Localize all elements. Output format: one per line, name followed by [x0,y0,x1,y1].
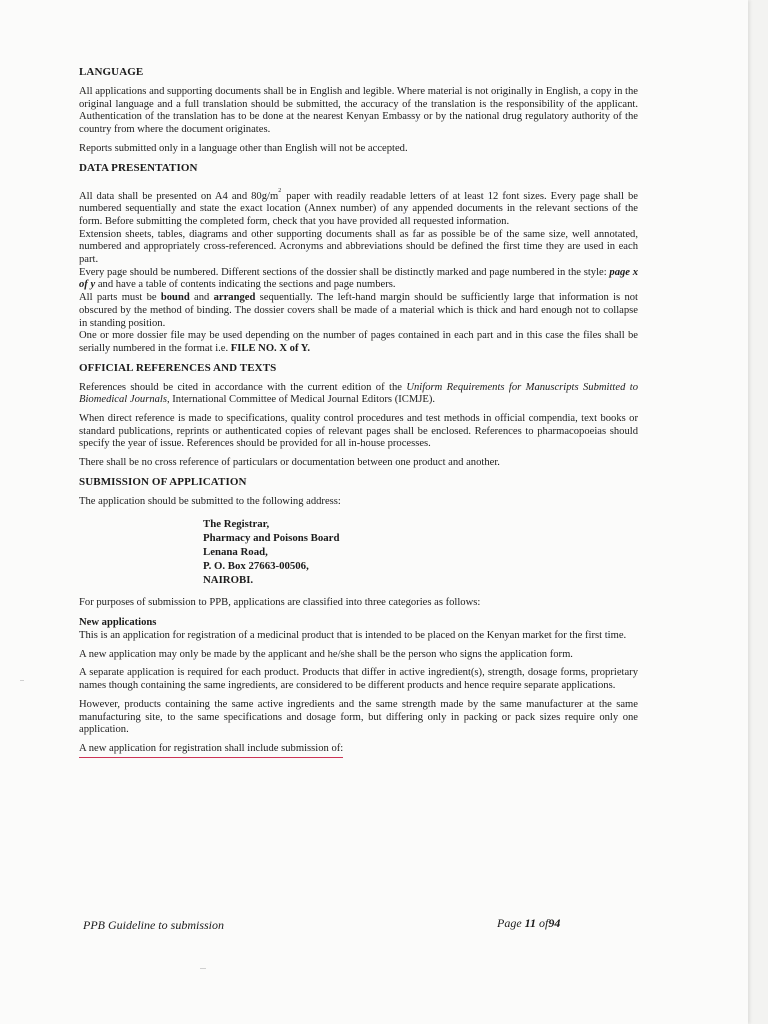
new-applications-subheading: New applications [79,617,157,629]
page-body [79,66,638,758]
data-presentation-paragraph-5 [79,330,638,355]
text-segment: and [189,292,214,304]
page-number [497,916,560,931]
submission-paragraph-3: This is an application for registration of a medicinal product that is intended to be placed on the Kenyan market for the first time. [79,629,627,641]
text-segment: All data shall be presented on A4 and 80g/m [79,190,279,202]
registrar-address [203,517,638,587]
text-segment: One or more dossier file may be used depending on the number of pages contained in each part and in this case the files shall be serially numbered in the format i.e. [79,330,638,354]
bold-text: FILE NO. X of Y. [230,342,311,354]
paper-speck [20,680,24,681]
emphasis-text: Uniform Requirements for Manuscripts Submitted to Biomedical Journals [79,381,638,406]
address-line: Lenana Road, [203,545,268,558]
data-presentation-paragraph-1 [79,185,638,229]
paper-speck [200,968,206,969]
page-prefix: Page [497,916,525,930]
text-segment: and have a table of contents indicating the sections and page numbers. [95,279,396,291]
address-line: NAIROBI. [203,573,254,586]
language-paragraph-1: All applications and supporting documents shall be in English and legible. Where material is not originally in English, a copy in the original language and a full translation should be submitted, the accuracy of the translation is the responsibility of the applicant. Authentication of the translation has to be done at the nearest Kenyan Embassy or by the national drug regulatory authority of the country from where the document originates. [79,86,638,136]
data-presentation-paragraph-2: Extension sheets, tables, diagrams and other supporting documents shall as far as possible be of the same size, well annotated, numbered and appropriately cross-referenced. Acronyms and abbreviations should be defined the first time they are used in each part. [79,228,638,266]
data-presentation-heading: DATA PRESENTATION [79,161,198,174]
submission-paragraph-5: A separate application is required for each product. Products that differ in active ingredient(s), strength, dosage forms, proprietary names though containing the same ingredients, are considered to be different products and hence require separate applications. [79,667,638,692]
text-segment: References should be cited in accordance with the current edition of the [79,381,407,393]
submission-heading: SUBMISSION OF APPLICATION [79,475,247,488]
submission-paragraph-2: For purposes of submission to PPB, applications are classified into three categories as follows: [79,596,481,608]
text-segment: , International Committee of Medical Journal Editors (ICMJE). [166,394,436,406]
official-references-heading: OFFICIAL REFERENCES AND TEXTS [79,361,277,374]
language-paragraph-2: Reports submitted only in a language other than English will not be accepted. [79,142,408,154]
address-line: The Registrar, [203,517,270,530]
data-presentation-paragraph-3 [79,267,638,292]
text-segment: sequentially. The left-hand margin should be sufficiently large that information is not obscured by the method of binding. The dossier covers shall be made of a material which is thick and hard enough not to collapse in standing position. [79,292,639,329]
submission-paragraph-4: A new application may only be made by the applicant and he/she shall be the person who signs the application form. [79,648,573,660]
official-references-paragraph-2: When direct reference is made to specifications, quality control procedures and test methods in official compendia, text books or standard publications, reprints or authenticated copies of relevant pages shall be enclosed. References to pharmacopoeias should specify the year of issue. References should be provided for all in-house processes. [79,413,638,450]
language-heading: LANGUAGE [79,66,144,78]
official-references-paragraph-3: There shall be no cross reference of particulars or documentation between one product and another. [79,457,500,469]
address-line: P. O. Box 27663-00506, [203,559,309,572]
submission-paragraph-6: However, products containing the same active ingredients and the same strength made by the same manufacturer at the same manufacturing site, to the same specifications and dosage form, but differing only in packing or pack sizes require only one application. [79,698,638,736]
page-current: 11 [524,916,536,930]
text-segment: paper with readily readable letters of at least 12 font sizes. Every page shall be numbered sequentially and state the exact location (Annex number) of any appended documents in the relevant sections of the form. Before submitting the completed form, check that you have provided all requested information. [79,190,638,227]
text-segment: Every page should be numbered. Different sections of the dossier shall be distinctly marked and page numbered in the style: [79,266,610,278]
footer-title: PPB Guideline to submission [83,918,224,932]
text-segment: All parts must be [79,292,161,304]
data-presentation-paragraph-4 [79,292,638,330]
superscript: 2 [278,187,282,194]
official-references-paragraph-1 [79,382,638,407]
page-total: 94 [548,916,561,930]
emphasis-text: page x of y [79,266,638,291]
page-of: of [536,916,549,930]
address-line: Pharmacy and Poisons Board [203,531,340,544]
submission-paragraph-7 [79,743,638,758]
bold-text: bound [160,292,190,304]
submission-paragraph-1: The application should be submitted to the following address: [79,495,341,507]
bold-text: arranged [213,292,256,304]
underlined-text: A new application for registration shall include submission of: [79,743,343,758]
